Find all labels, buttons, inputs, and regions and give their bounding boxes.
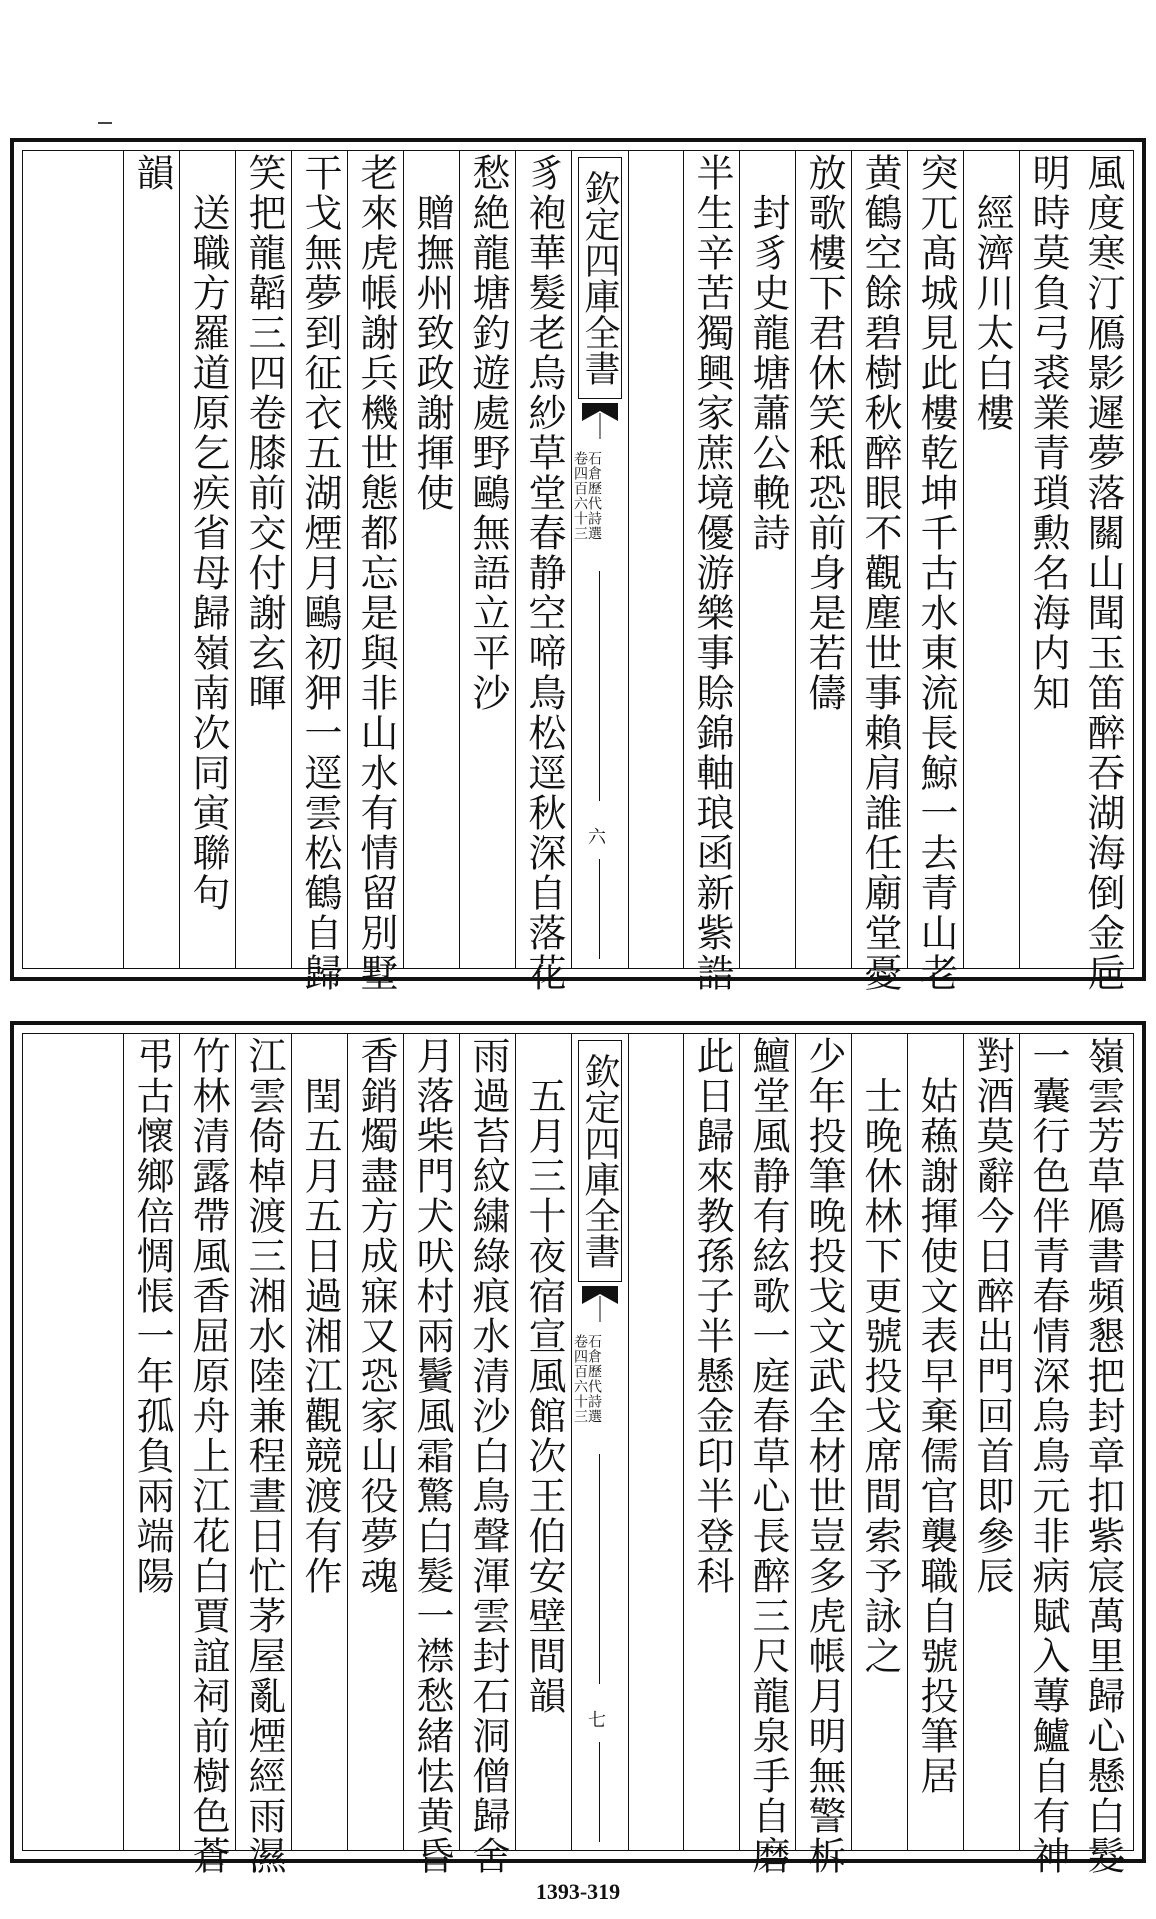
column-text: 干戈無夢到征衣五湖煙月鷗初狎一逕雲松鶴自歸	[298, 153, 342, 993]
column-text: 送職方羅道原乞疾省母歸嶺南次同寅聯句	[186, 153, 230, 913]
column-text: 愁絶龍塘釣遊處野鷗無語立平沙	[466, 153, 510, 713]
column-text: 豸袍華髮老烏紗草堂春静空啼鳥松逕秋深自落花	[522, 153, 566, 993]
page-frame	[22, 150, 1134, 993]
column-text: 老來虎帳謝兵機世態都忘是與非山水有情留別墅	[354, 153, 398, 993]
column-text: 姑蘓謝揮使文表早棄儒官襲職自號投筆居	[914, 1036, 958, 1796]
text-column	[963, 1034, 1020, 1850]
column-text: 少年投筆晚投戈文武全材世豈多虎帳月明無警柝	[802, 1036, 846, 1876]
collection-name: 石倉歷代詩選	[586, 451, 602, 541]
gutter-rule	[599, 1742, 600, 1842]
column-text: 風度寒汀鴈影遲夢落關山聞玉笛醉吞湖海倒金巵	[1081, 153, 1125, 993]
text-column	[1075, 151, 1131, 993]
volume-label: 卷四百六十三	[572, 451, 588, 541]
text-column	[403, 1034, 460, 1876]
text-column	[739, 1034, 796, 1876]
column-text: 此日歸來教孫子半懸金印半登科	[690, 1036, 734, 1596]
text-column	[459, 1034, 516, 1876]
text-column	[123, 1034, 180, 1850]
text-column	[851, 151, 908, 993]
fish-tail-mark-icon	[582, 1286, 618, 1322]
text-column	[291, 1034, 348, 1850]
text-column	[795, 151, 852, 968]
book-title: 欽定四庫全書	[578, 1040, 622, 1282]
text-column	[459, 151, 516, 968]
text-column	[515, 151, 572, 993]
text-column	[515, 1034, 572, 1850]
column-text: 韻	[130, 153, 174, 193]
text-column	[907, 151, 964, 993]
column-text: 黄鶴空餘碧樹秋醉眼不觀塵世事賴肩誰任廟堂憂	[858, 153, 902, 993]
column-text: 贈撫州致政謝揮使	[410, 153, 454, 513]
text-column	[683, 151, 740, 993]
column-text: 弔古懷鄉倍惆悵一年孤負兩端陽	[130, 1036, 174, 1596]
gutter-rule	[599, 571, 600, 801]
center-gutter	[571, 151, 629, 968]
column-text: 竹林清露帶風香屈原舟上江花白賈誼祠前樹色蒼	[186, 1036, 230, 1876]
collection-name: 石倉歷代詩選	[586, 1334, 602, 1424]
column-text: 雨過苔紋繍綠痕水清沙白鳥聲渾雲封石洞僧歸舍	[466, 1036, 510, 1876]
text-column	[739, 151, 796, 968]
text-column	[347, 1034, 404, 1850]
column-text: 月落柴門犬吠村兩鬢風霜驚白髮一襟愁緒怯黄昏	[410, 1036, 454, 1876]
column-text: 江雲倚棹渡三湘水陸兼程晝日忙茅屋亂煙經雨濕	[242, 1036, 286, 1876]
text-column	[123, 151, 180, 968]
text-column	[907, 1034, 964, 1850]
text-column	[179, 151, 236, 968]
text-column	[851, 1034, 908, 1850]
scan-mark	[98, 122, 112, 124]
gutter-rule	[599, 859, 600, 959]
text-column	[179, 1034, 236, 1876]
text-column	[403, 151, 460, 968]
book-page-upper	[10, 138, 1146, 993]
column-text: 半生辛苦獨興家蔗境優游樂事賒錦軸琅函新紫誥	[690, 153, 734, 993]
column-text: 閏五月五日過湘江觀競渡有作	[298, 1036, 342, 1596]
fish-tail-mark-icon	[582, 403, 618, 439]
column-text: 明時莫負弓裘業青瑣勲名海内知	[1026, 153, 1070, 713]
text-column	[235, 1034, 292, 1876]
column-text: 一囊行色伴青春情深烏鳥元非病賦入蓴鱸自有神	[1026, 1036, 1070, 1876]
book-title: 欽定四庫全書	[578, 157, 622, 399]
text-column	[1075, 1034, 1131, 1876]
column-text: 放歌樓下君休笑秪恐前身是若儔	[802, 153, 846, 713]
center-gutter	[571, 1034, 629, 1850]
text-column	[1019, 1034, 1076, 1876]
page-frame	[22, 1033, 1134, 1876]
page-identifier: 1393-319	[535, 1879, 621, 1904]
text-column	[1019, 151, 1076, 968]
column-text: 對酒莫辭今日醉出門回首即參辰	[970, 1036, 1014, 1596]
volume-label: 卷四百六十三	[572, 1334, 588, 1424]
text-column	[291, 151, 348, 993]
column-text: 五月三十夜宿宣風館次王伯安壁間韻	[522, 1036, 566, 1716]
text-column	[347, 151, 404, 993]
page-number: 六	[585, 827, 606, 845]
text-column	[683, 1034, 740, 1850]
column-text: 突兀髙城見此樓乾坤千古水東流長鯨一去青山老	[914, 153, 958, 993]
column-text: 經濟川太白樓	[970, 153, 1014, 433]
page-number: 七	[585, 1710, 606, 1728]
book-page-lower	[10, 1021, 1146, 1876]
column-text: 嶺雲芳草鴈書頻懇把封章扣紫宸萬里歸心懸白髮	[1081, 1036, 1125, 1876]
gutter-rule	[599, 1454, 600, 1684]
column-text: 鱣堂風静有絃歌一庭春草心長醉三尺龍泉手自磨	[746, 1036, 790, 1876]
text-column	[235, 151, 292, 968]
column-text: 香銷燭盡方成寐又恐家山役夢魂	[354, 1036, 398, 1596]
column-text: 士晚休林下更號投戈席間索予詠之	[858, 1036, 902, 1676]
text-column	[795, 1034, 852, 1876]
column-text: 封豸史龍塘蕭公輓詩	[746, 153, 790, 553]
text-column	[963, 151, 1020, 968]
column-text: 笑把龍韜三四卷膝前交付謝玄暉	[242, 153, 286, 713]
